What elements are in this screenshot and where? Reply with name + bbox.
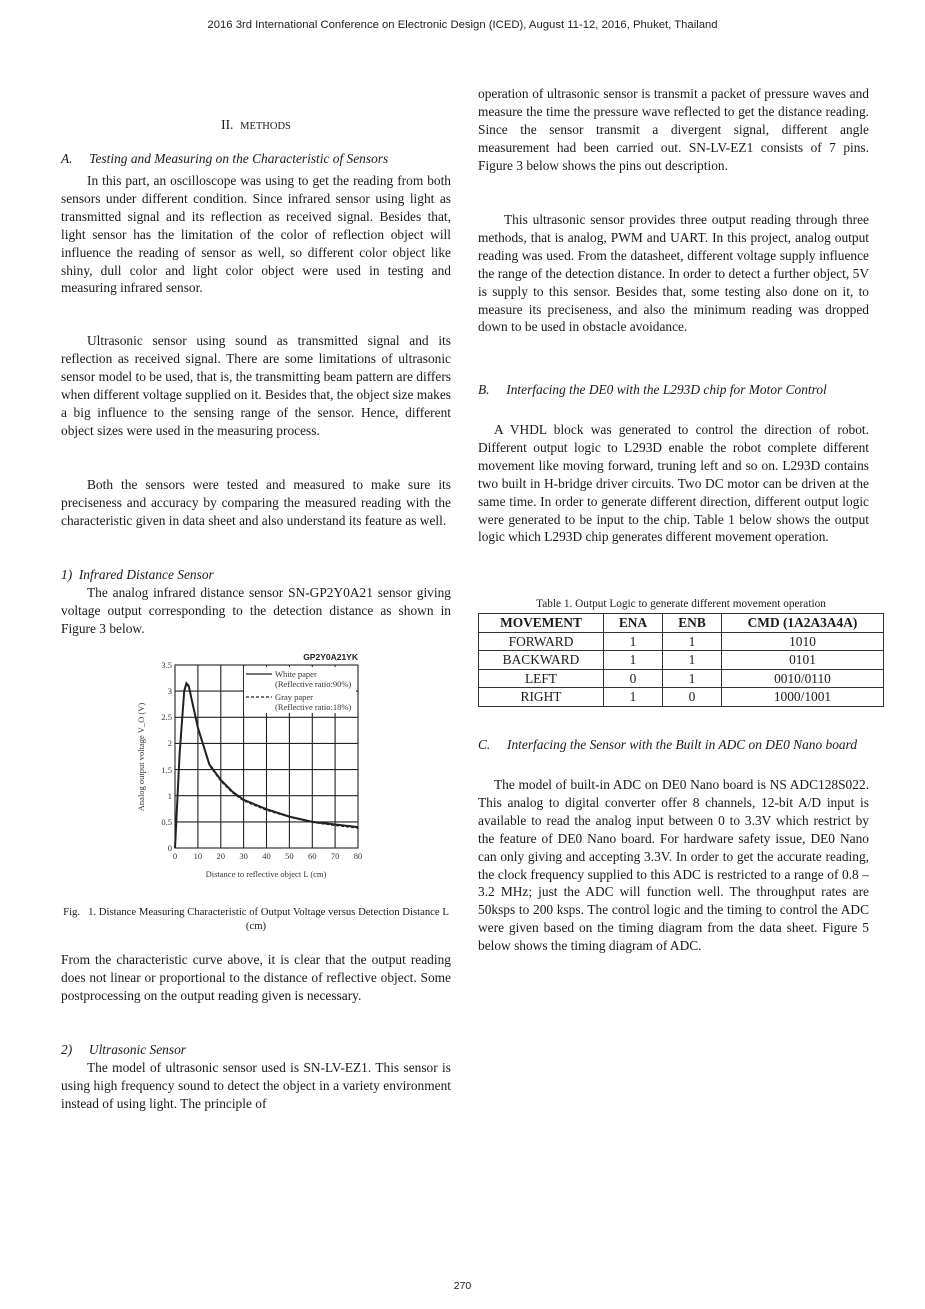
paragraph: The analog infrared distance sensor SN-GP2Y0A21 sensor giving voltage output corresponding to the detection distance as shown in Figure 3 below.: [61, 585, 451, 636]
table-cell: 1: [604, 651, 663, 670]
svg-text:60: 60: [308, 851, 317, 861]
svg-text:80: 80: [353, 851, 363, 861]
paragraph: Ultrasonic sensor using sound as transmitted signal and its reflection as received signal. There are some limitations of ultrasonic sensor model to be used, that is, the transmitting beam pattern are differs when different voltage supplied on it. Besides that, the object size makes a big influence to the sensing range of the sensor. Hence, different object sizes were used in the measuring process.: [61, 333, 451, 438]
svg-text:(Reflective ratio:90%): (Reflective ratio:90%): [275, 679, 352, 689]
paragraph: In this part, an oscilloscope was using to get the reading from both sensors under different condition. Since infrared sensor using light as transmitted signal and its reflection as received signal. Besides that, light sensor has the limitation of the color of reflection object will influence the reading of sensor as well, so different color object like shiny, dull color and light color object were used in testing and measuring infrared sensor.: [61, 173, 451, 296]
table-cell: 0101: [722, 651, 884, 670]
svg-text:2: 2: [167, 738, 172, 748]
table-header-row: [479, 614, 884, 633]
column-header: ENA: [604, 614, 663, 633]
section-number: II.: [221, 117, 234, 132]
table-cell: 1: [663, 632, 722, 651]
table-cell: 1: [604, 688, 663, 707]
paragraph: A VHDL block was generated to control the direction of robot. Different output logic to L293D enable the robot complete different movement like moving forward, truning left and so on. L293D contains two built in H-bridge driver circuits. Two DC motor can be driven at the same time. In order to generate different direction, different output logic were generated to be input to the chip. Table 1 below shows the output logic which L293D chip generates different movement operation.: [478, 422, 869, 545]
svg-text:1.5: 1.5: [161, 765, 172, 775]
table-cell: BACKWARD: [479, 651, 604, 670]
svg-text:0.5: 0.5: [161, 817, 172, 827]
table-cell: 0: [604, 669, 663, 688]
paragraph: From the characteristic curve above, it is clear that the output reading does not linear or proportional to the distance of reflective object. Some postprocessing on the output reading given is necessary.: [61, 952, 451, 1003]
svg-text:0: 0: [172, 851, 178, 861]
table-cell: LEFT: [479, 669, 604, 688]
paragraph: Both the sensors were tested and measured to make sure its preciseness and accuracy by comparing the measured reading with the characteristic given in data sheet and also understand its feature as well.: [61, 477, 451, 528]
svg-text:30: 30: [239, 851, 248, 861]
column-header: ENB: [663, 614, 722, 633]
svg-text:20: 20: [216, 851, 226, 861]
section-title: METHODS: [240, 121, 291, 132]
chart-ylabel: Analog output voltage V_O (V): [136, 702, 146, 812]
svg-text:2.5: 2.5: [161, 712, 172, 722]
svg-text:70: 70: [330, 851, 340, 861]
column-header: MOVEMENT: [479, 614, 604, 633]
table-cell: 1: [663, 651, 722, 670]
table-cell: FORWARD: [479, 632, 604, 651]
subsubsection-1-heading: 1) Infrared Distance Sensor: [61, 567, 214, 582]
table-cell: 0: [663, 688, 722, 707]
subsection-a-heading: A. Testing and Measuring on the Characteristic of Sensors: [61, 151, 389, 166]
subsubsection-2-heading: 2) Ultrasonic Sensor: [61, 1042, 186, 1057]
svg-text:0: 0: [167, 843, 172, 853]
subsection-c-heading: C. Interfacing the Sensor with the Built in ADC on DE0 Nano board: [478, 737, 858, 752]
svg-text:Gray paper: Gray paper: [275, 692, 313, 702]
table-row: [479, 632, 884, 651]
voltage-distance-chart: [130, 645, 370, 885]
figure-caption: Fig. 1. Distance Measuring Characteristic of Output Voltage versus Detection Distance L (cm): [63, 906, 449, 932]
table-cell: 1: [663, 669, 722, 688]
table-cell: 1000/1001: [722, 688, 884, 707]
table-cell: 1: [604, 632, 663, 651]
table-caption: Table 1. Output Logic to generate different movement operation: [536, 598, 826, 610]
output-logic-table: [478, 613, 884, 707]
section-heading: [61, 117, 451, 133]
svg-text:3: 3: [167, 686, 172, 696]
svg-text:3.5: 3.5: [161, 660, 172, 670]
table-row: [479, 651, 884, 670]
table-cell: 1010: [722, 632, 884, 651]
svg-text:40: 40: [262, 851, 271, 861]
chart-title: GP2Y0A21YK: [303, 652, 358, 662]
svg-text:(Reflective ratio:18%): (Reflective ratio:18%): [275, 702, 352, 712]
column-header: CMD (1A2A3A4A): [722, 614, 884, 633]
svg-text:1: 1: [167, 791, 172, 801]
table-row: [479, 688, 884, 707]
svg-text:White paper: White paper: [275, 669, 317, 679]
page-number: 270: [453, 1280, 472, 1292]
subsection-b-heading: B. Interfacing the DE0 with the L293D chip for Motor Control: [478, 382, 827, 397]
chart-xlabel: Distance to reflective object L (cm): [205, 869, 327, 879]
svg-text:50: 50: [285, 851, 294, 861]
paragraph: This ultrasonic sensor provides three output reading through three methods, that is analog, PWM and UART. In this project, analog output reading was used. From the datasheet, different voltage supply influence the range of the detection distance. In order to detect a further object, 5V is supply to this sensor. Besides that, some testing also done on it, to measure its preciseness, and also the minimum reading was dropped down to be used in obstacle avoidance.: [478, 212, 869, 335]
conference-header: 2016 3rd International Conference on Electronic Design (ICED), August 11-12, 2016, Phuket, Thailand: [207, 19, 718, 31]
table-cell: 0010/0110: [722, 669, 884, 688]
paragraph: The model of ultrasonic sensor used is SN-LV-EZ1. This sensor is using high frequency sound to detect the object in a variety environment instead of using light. The principle of: [61, 1060, 451, 1111]
svg-text:10: 10: [193, 851, 203, 861]
paragraph: The model of built-in ADC on DE0 Nano board is NS ADC128S022. This analog to digital converter offer 8 channels, 12-bit A/D input is available to read the analog input between 0 to 3.3V which restrict by the feature of DE0 Nano board. For hardware safety issue, DE0 Nano can only giving and accepting 3.3V. In order to get the accurate reading, the clock frequency supplied to this ADC is restricted to a range of 0.8 – 3.2 MHz; just the ADC will function well. The throughput rates are 50ksps to 200 ksps. The control logic and the timing to control the ADC were given based on the timing diagram from the data sheet. Figure 5 below shows the timing diagram of ADC.: [478, 777, 869, 954]
table-row: [479, 669, 884, 688]
paragraph: operation of ultrasonic sensor is transmit a packet of pressure waves and measure the time the pressure wave reflected to get the distance reading. Since the sensor transmit a divergent signal, different angle measurement had been carried out. SN-LV-EZ1 consists of 7 pins. Figure 3 below shows the pins out description.: [478, 86, 869, 173]
table-cell: RIGHT: [479, 688, 604, 707]
